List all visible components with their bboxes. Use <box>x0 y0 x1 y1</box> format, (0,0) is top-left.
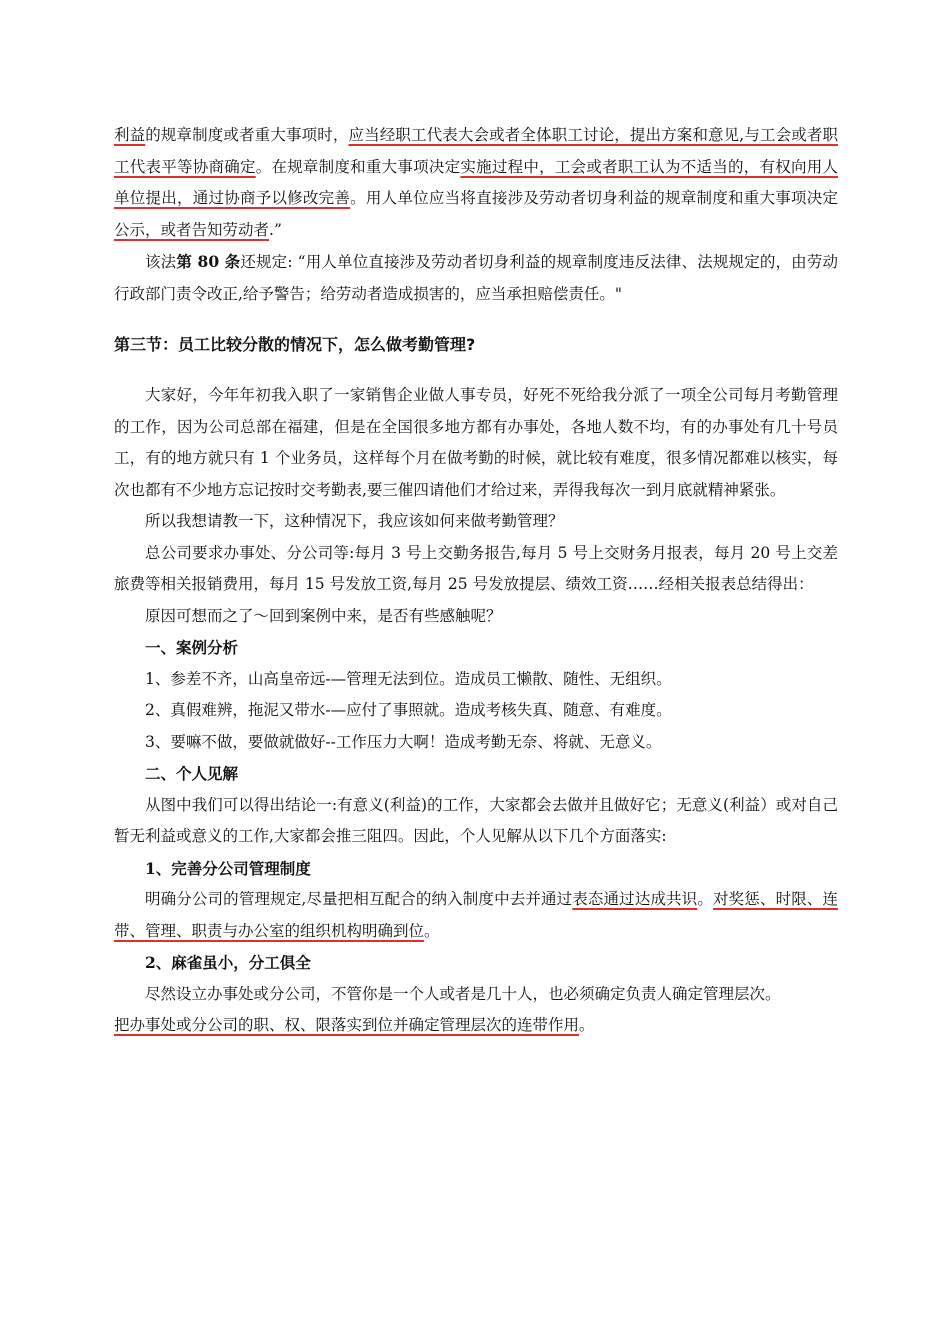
paragraph-requirements: 总公司要求办事处、分公司等:每月 3 号上交勤务报告,每月 5 号上交财务月报表，每月 20 号上交差旅费等相关报销费用，每月 15 号发放工资,每月 25 号发放提层、绩效工资……经相关报表总结得出： <box>114 543 838 593</box>
underlined-text: 表态通过达成共识 <box>572 890 698 908</box>
body-text: 。用人单位应当将直接涉及劳动者切身利益的规章制度和重大事项决定 <box>350 189 838 207</box>
paragraph-conclusion: 从图中我们可以得出结论一:有意义(利益)的工作，大家都会去做并且做好它；无意义(利益）或对自己暂无利益或意义的工作,大家都会推三阻四。因此，个人见解从以下几个方面落实: <box>114 795 838 845</box>
body-text: 明确分公司的管理规定,尽量把相互配合的纳入制度中去并通过 <box>145 890 573 908</box>
body-text: 。在规章制度和重大事项决定 <box>255 157 461 176</box>
subheading-branch-system: 1、完善分公司管理制度 <box>145 858 311 878</box>
paragraph-branch-rules <box>114 884 838 947</box>
underlined-text: 公示，或者告知劳动者 <box>114 220 270 239</box>
section-title: 第三节：员工比较分散的情况下，怎么做考勤管理? <box>114 335 476 354</box>
body-text: 还规定: “用人单位直接涉及劳动者切身利益的规章制度违反法律、法规规定的，由劳动行政部门责令改正,给予警告；给劳动者造成损害的，应当承担赔偿责任。" <box>114 253 838 303</box>
body-text: 。 <box>579 1016 595 1034</box>
underlined-text: 把办事处或分公司的职、权、限落实到位并确定管理层次的连带作用 <box>114 1016 580 1034</box>
paragraph-regulation <box>114 120 838 246</box>
body-text: 的规章制度或者重大事项时， <box>145 126 349 144</box>
body-text: .” <box>269 220 282 239</box>
list-item: 1、参差不齐，山高皇帝远-—管理无法到位。造成员工懒散、随性、无组织。 <box>145 669 672 688</box>
list-item: 2、真假难辨，拖泥又带水-—应付了事照就。造成考核失真、随意、有难度。 <box>145 701 672 719</box>
paragraph-article-80 <box>114 246 838 310</box>
subheading-case-analysis: 一、案例分析 <box>145 638 239 657</box>
document-page <box>114 120 838 1042</box>
article-number: 第 80 条 <box>176 252 241 271</box>
list-item: 3、要嘛不做，要做就做好--工作压力大啊！造成考勤无奈、将就、无意义。 <box>145 732 662 751</box>
underlined-text: 对奖惩、时限、连带、管理、职责与办公室的组织机构明确到位 <box>114 890 838 940</box>
paragraph-ask: 所以我想请教一下，这种情况下，我应该如何来做考勤管理？ <box>145 512 564 530</box>
underlined-text: 实施过程中，工会或者职工认为不适当的，有权向用人单位提出，通过协商予以修改完善 <box>114 157 838 207</box>
paragraph-responsibility <box>114 1010 838 1042</box>
paragraph-question: 大家好，今年年初我入职了一家销售企业做人事专员，好死不死给我分派了一项全公司每月考勤管理的工作，因为公司总部在福建，但是在全国很多地方都有办事处，各地人数不均，有的办事处有几十号员工，有的地方就只有 1 个业务员，这样每个月在做考勤的时候，就比较有难度，很多情况都难以核实，每次也都有不少地方忘记按时交考勤表,要三催四请他们才给过来，弄得我每次一到月底就精神紧张。 <box>114 386 838 499</box>
body-text: 。 <box>697 890 714 908</box>
underlined-text: 利益 <box>114 126 146 144</box>
paragraph-office-setup: 尽然设立办事处或分公司，不管你是一个人或者是几十人，也必须确定负责人确定管理层次。 <box>145 984 781 1003</box>
paragraph-reason: 原因可想而之了～回到案例中来，是否有些感触呢？ <box>145 606 502 625</box>
subheading-personal-view: 二、个人见解 <box>145 764 239 783</box>
body-text: 该法 <box>145 253 177 271</box>
subheading-division-of-labor: 2、麻雀虽小，分工俱全 <box>145 953 311 972</box>
body-text: 。 <box>424 921 440 940</box>
underlined-text: 应当经职工代表大会或者全体职工讨论，提出方案和意见,与工会或者职工代表平等协商确定 <box>114 126 838 176</box>
